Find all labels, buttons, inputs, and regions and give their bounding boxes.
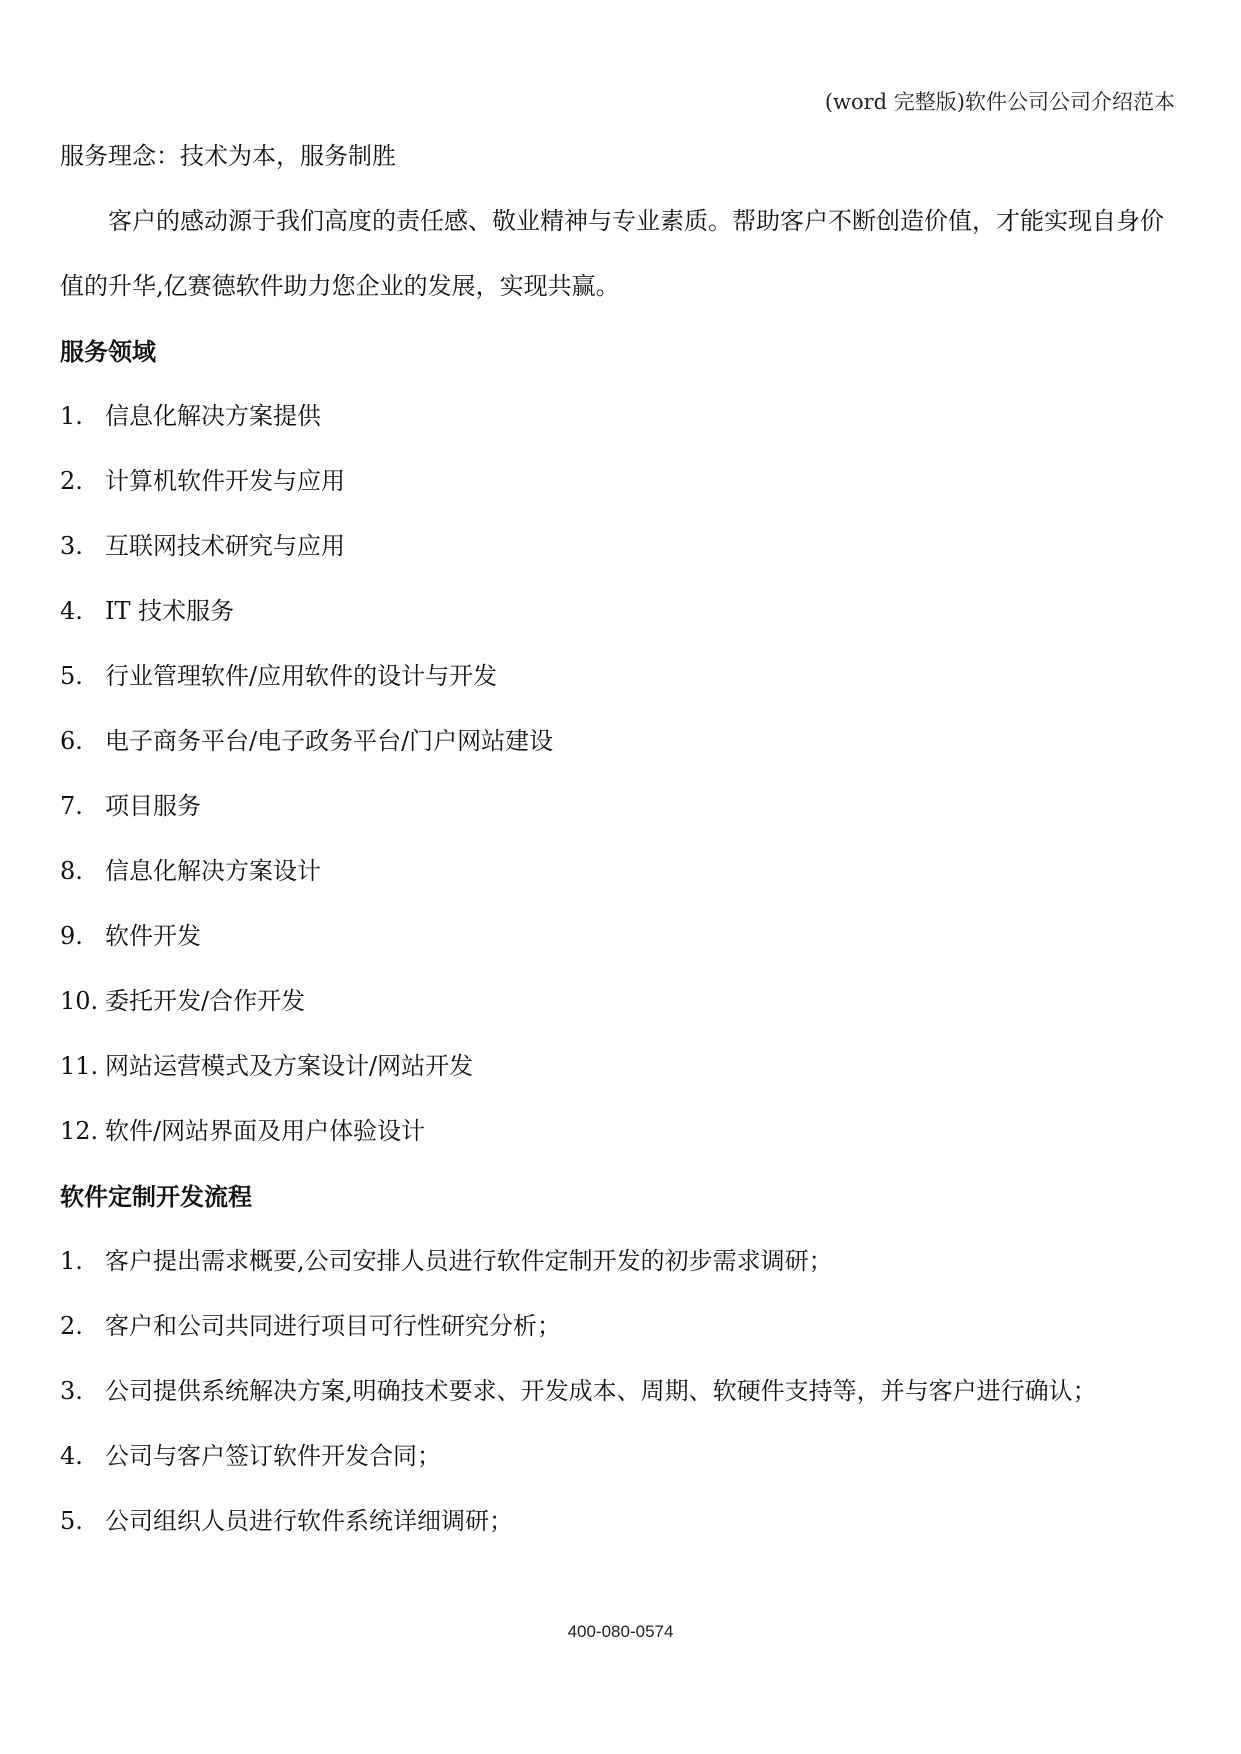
list-text: 客户提出需求概要,公司安排人员进行软件定制开发的初步需求调研； <box>105 1247 833 1275</box>
list-number: 10. <box>60 987 99 1015</box>
list-item <box>60 904 1180 969</box>
list-item <box>60 969 1180 1034</box>
list-item <box>60 644 1180 709</box>
list-item <box>60 839 1180 904</box>
list-item <box>60 709 1180 774</box>
document-body <box>60 124 1180 1554</box>
list-text: 委托开发/合作开发 <box>105 987 306 1015</box>
section-title-dev-process: 软件定制开发流程 <box>60 1182 252 1211</box>
list-text: 行业管理软件/应用软件的设计与开发 <box>105 662 498 690</box>
list-text: 网站运营模式及方案设计/网站开发 <box>105 1052 474 1080</box>
list-number: 12. <box>60 1117 99 1145</box>
list-item <box>60 514 1180 579</box>
list-text: 项目服务 <box>105 792 201 820</box>
list-number: 2. <box>60 467 83 495</box>
list-number: 5. <box>60 662 83 690</box>
list-number: 4. <box>60 1442 83 1470</box>
list-text: 软件开发 <box>105 922 201 950</box>
section-title-service-areas: 服务领域 <box>60 337 156 366</box>
list-text: 软件/网站界面及用户体验设计 <box>105 1117 426 1145</box>
page-header: (word 完整版)软件公司公司介绍范本 <box>824 90 1175 114</box>
list-number: 3. <box>60 532 83 560</box>
list-text: 公司组织人员进行软件系统详细调研； <box>105 1507 513 1535</box>
list-item <box>60 449 1180 514</box>
list-text: 公司与客户签订软件开发合同； <box>105 1442 441 1470</box>
service-concept: 服务理念：技术为本，服务制胜 <box>60 142 396 170</box>
service-areas-list <box>60 384 1180 1164</box>
dev-process-list <box>60 1229 1180 1554</box>
list-item <box>60 774 1180 839</box>
list-item <box>60 1229 1180 1294</box>
list-text: IT 技术服务 <box>105 597 235 625</box>
list-text: 电子商务平台/电子政务平台/门户网站建设 <box>105 727 554 755</box>
list-number: 1. <box>60 1247 83 1275</box>
list-item <box>60 1294 1180 1359</box>
list-number: 9. <box>60 922 83 950</box>
list-text: 公司提供系统解决方案,明确技术要求、开发成本、周期、软硬件支持等，并与客户进行确认； <box>105 1377 1097 1405</box>
list-number: 3. <box>60 1377 83 1405</box>
list-number: 1. <box>60 402 83 430</box>
list-text: 信息化解决方案设计 <box>105 857 321 885</box>
list-text: 客户和公司共同进行项目可行性研究分析； <box>105 1312 561 1340</box>
list-item <box>60 1034 1180 1099</box>
list-number: 5. <box>60 1507 83 1535</box>
list-text: 计算机软件开发与应用 <box>105 467 345 495</box>
list-number: 8. <box>60 857 83 885</box>
intro-paragraph: 客户的感动源于我们高度的责任感、敬业精神与专业素质。帮助客户不断创造价值，才能实现自身价值的升华,亿赛德软件助力您企业的发展，实现共赢。 <box>60 207 1164 300</box>
list-text: 信息化解决方案提供 <box>105 402 321 430</box>
list-number: 11. <box>60 1052 99 1080</box>
list-item <box>60 1489 1180 1554</box>
list-item <box>60 1099 1180 1164</box>
list-text: 互联网技术研究与应用 <box>105 532 345 560</box>
list-item <box>60 579 1180 644</box>
list-number: 2. <box>60 1312 83 1340</box>
list-item <box>60 384 1180 449</box>
list-number: 7. <box>60 792 83 820</box>
list-item <box>60 1359 1180 1424</box>
list-item <box>60 1424 1180 1489</box>
page-footer: 400-080-0574 <box>567 1622 674 1641</box>
list-number: 6. <box>60 727 83 755</box>
list-number: 4. <box>60 597 83 625</box>
